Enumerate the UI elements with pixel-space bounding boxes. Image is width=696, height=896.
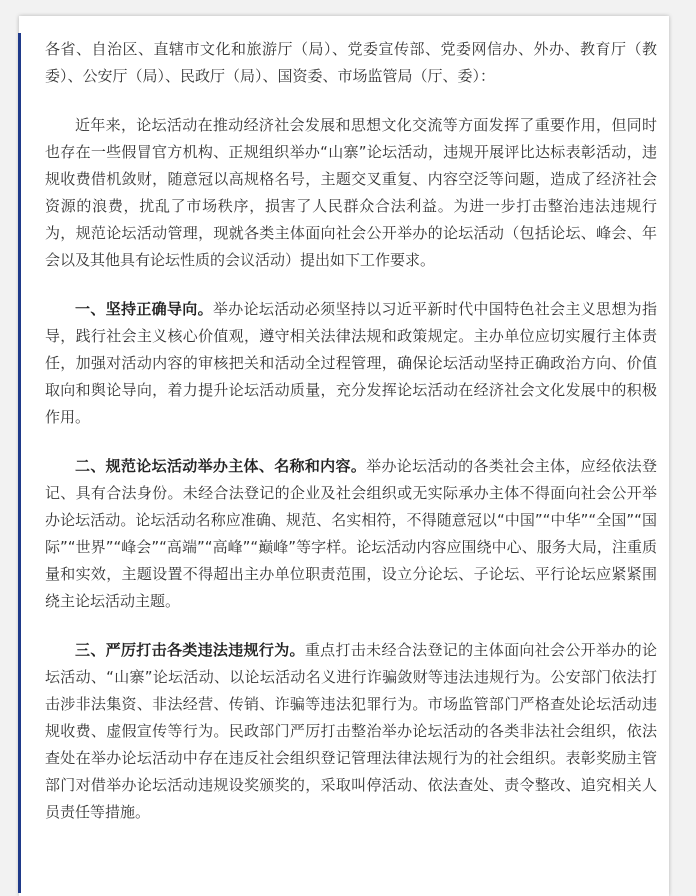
section-heading-2: 二、规范论坛活动举办主体、名称和内容。: [75, 457, 367, 475]
intro-paragraph: 近年来，论坛活动在推动经济社会发展和思想文化交流等方面发挥了重要作用，但同时也存在一些假冒官方机构、正规组织举办“山寨”论坛活动，违规开展评比达标表彰活动，违规收费借机敛财，随意冠以高规格名号，主题交叉重复、内容空泛等问题，造成了经济社会资源的浪费，扰乱了市场秩序，损害了人民群众合法利益。为进一步打击整治违法违规行为，规范论坛活动管理，现就各类主体面向社会公开举办的论坛活动（包括论坛、峰会、年会以及其他具有论坛性质的会议活动）提出如下工作要求。: [45, 116, 657, 269]
section-heading-1: 一、坚持正确导向。: [75, 300, 213, 318]
quote-accent-bar: [18, 33, 21, 893]
section-body-1: 举办论坛活动必须坚持以习近平新时代中国特色社会主义思想为指导，践行社会主义核心价值观，遵守相关法律法规和政策规定。主办单位应切实履行主体责任，加强对活动内容的审核把关和活动全过程管理，确保论坛活动坚持正确政治方向、价值取向和舆论导向，着力提升论坛活动质量，充分发挥论坛活动在经济社会文化发展中的积极作用。: [45, 300, 657, 426]
article-body: [45, 36, 657, 848]
section-paragraph-2: [45, 453, 657, 615]
section-heading-3: 三、严厉打击各类违法违规行为。: [75, 641, 305, 659]
section-body-3: 重点打击未经合法登记的主体面向社会公开举办的论坛活动、“山寨”论坛活动、以论坛活动名义进行诈骗敛财等违法违规行为。公安部门依法打击涉非法集资、非法经营、传销、诈骗等违法犯罪行为。市场监管部门严格查处论坛活动违规收费、虚假宣传等行为。民政部门严厉打击整治举办论坛活动的各类非法社会组织，依法查处在举办论坛活动中存在违反社会组织登记管理法律法规行为的社会组织。表彰奖励主管部门对借举办论坛活动违规设奖颁奖的，采取叫停活动、依法查处、责令整改、追究相关人员责任等措施。: [45, 641, 657, 821]
section-body-2: 举办论坛活动的各类社会主体，应经依法登记、具有合法身份。未经合法登记的企业及社会组织或无实际承办主体不得面向社会公开举办论坛活动。论坛活动名称应准确、规范、名实相符，不得随意冠以“中国”“中华”“全国”“国际”“世界”“峰会”“高端”“高峰”“巅峰”等字样。论坛活动内容应围绕中心、服务大局，注重质量和实效，主题设置不得超出主办单位职责范围，设立分论坛、子论坛、平行论坛应紧紧围绕主论坛活动主题。: [45, 457, 657, 610]
section-paragraph-1: [45, 296, 657, 431]
salutation-paragraph: 各省、自治区、直辖市文化和旅游厅（局）、党委宣传部、党委网信办、外办、教育厅（教委）、公安厅（局）、民政厅（局）、国资委、市场监管局（厅、委）：: [45, 40, 657, 85]
section-paragraph-3: [45, 637, 657, 826]
